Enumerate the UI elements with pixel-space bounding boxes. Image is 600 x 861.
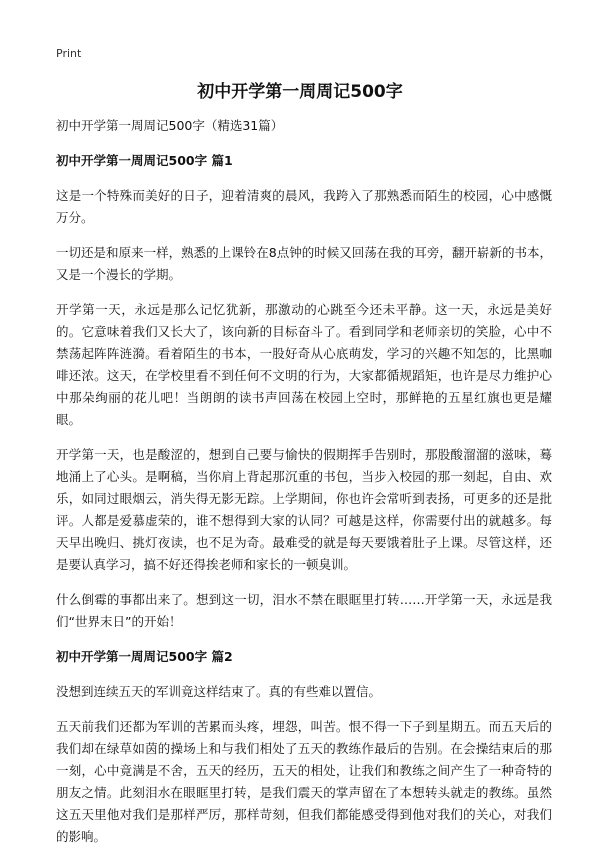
section-1-paragraph-1: 这是一个特殊而美好的日子，迎着清爽的晨风，我跨入了那熟悉而陌生的校园，心中感慨万分。 <box>56 188 552 225</box>
section-1-paragraph-5: 什么倒霉的事都出来了。想到这一切，泪水不禁在眼眶里打转……开学第一天，永远是我们“世界末日”的开始！ <box>56 592 552 629</box>
section-1-paragraph-2: 一切还是和原来一样，熟悉的上课铃在8点钟的时候又回荡在我的耳旁，翻开崭新的书本，又是一个漫长的学期。 <box>56 245 552 282</box>
section-1-heading: 初中开学第一周周记500字 篇1 <box>56 153 233 168</box>
print-link[interactable]: Print <box>56 47 82 60</box>
section-2-paragraph-2: 五天前我们还都为军训的苦累而头疼，埋怨，叫苦。恨不得一下子到星期五。而五天后的我们却在绿草如茵的操场上和与我们相处了五天的教练作最后的告别。在会操结束后的那一刻，心中竟满是不舍，五天的经历，五天的相处，让我们和教练之间产生了一种奇特的朋友之情。此刻泪水在眼眶里打转，是我们震天的掌声留在了本想转头就走的教练。虽然这五天里他对我们是那样严厉，那样苛刻，但我们都能感受得到他对我们的关心，对我们的影响。 <box>56 719 552 844</box>
section-2-heading: 初中开学第一周周记500字 篇2 <box>56 649 233 664</box>
article-body <box>56 115 552 861</box>
section-1-paragraph-4: 开学第一天，也是酸涩的，想到自己要与愉快的假期挥手告别时，那股酸溜溜的滋味，蓦地涌上了心头。是啊稿，当你肩上背起那沉重的书包，当步入校园的那一刻起，自由、欢乐，如同过眼烟云，消失得无影无踪。上学期间，你也许会常听到表扬，可更多的还是批评。人都是爱慕虚荣的，谁不想得到大家的认同？可越是这样，你需要付出的就越多。每天早出晚归、挑灯夜读，也不足为奇。最难受的就是每天要饿着肚子上课。尽管这样，还是要认真学习，搞不好还得挨老师和家长的一顿臭训。 <box>56 447 552 572</box>
section-2-paragraph-1: 没想到连续五天的军训竟这样结束了。真的有些难以置信。 <box>56 684 382 699</box>
article-subtitle: 初中开学第一周周记500字（精选31篇） <box>56 118 284 133</box>
page-title: 初中开学第一周周记500字 <box>197 82 403 102</box>
section-1-paragraph-3: 开学第一天，永远是那么记忆犹新，那激动的心跳至今还未平静。这一天，永远是美好的。它意味着我们又长大了，该向新的目标奋斗了。看到同学和老师亲切的笑脸，心中不禁荡起阵阵涟漪。看着陌生的书本，一股好奇从心底萌发，学习的兴趣不知怎的，比黑咖啡还浓。这天，在学校里看不到任何不文明的行为，大家都循规蹈矩，也许是尽力维护心中那朵绚丽的花儿吧！当朗朗的读书声回荡在校园上空时，那鲜艳的五星红旗也更是耀眼。 <box>56 302 552 427</box>
